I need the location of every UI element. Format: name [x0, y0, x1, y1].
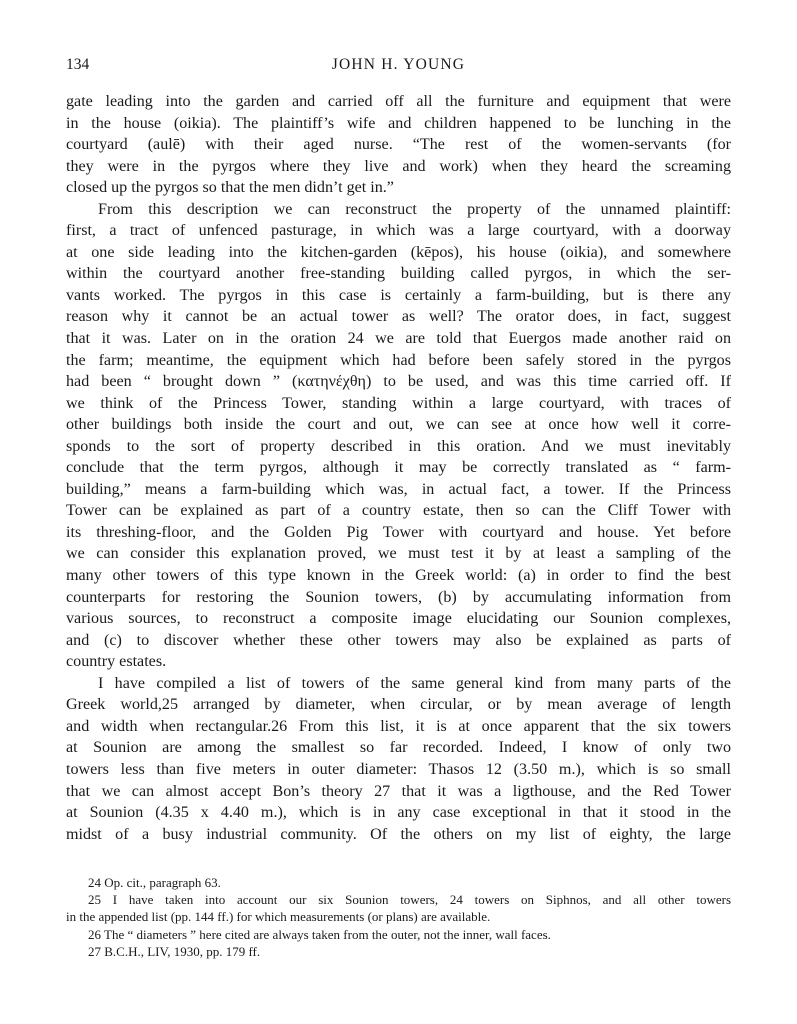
text-line: that it was. Later on in the oration 24 we are told that Euergos made another raid on [66, 330, 731, 348]
text-line: Greek world,25 arranged by diameter, when circular, or by mean average of length [66, 696, 731, 714]
text-line: at one side leading into the kitchen-garden (kēpos), his house (oikia), and somewhere [66, 243, 731, 261]
text-line: had been “ brought down ” (κατηνέχθη) to be used, and was this time carried off. If [66, 373, 731, 391]
text-line: midst of a busy industrial community. Of the others on my list of eighty, the large [66, 825, 731, 843]
footnote: 26 The “ diameters ” here cited are always taken from the outer, not the inner, wall faces. [88, 926, 551, 942]
text-line: the farm; meantime, the equipment which had before been safely stored in the pyrgos [66, 351, 731, 369]
text-line: we think of the Princess Tower, standing within a large courtyard, with traces of [66, 394, 731, 412]
text-line: first, a tract of unfenced pasturage, in which was a large courtyard, with a doorway [66, 222, 731, 240]
running-head: JOHN H. YOUNG [331, 56, 466, 73]
text-line: gate leading into the garden and carried off all the furniture and equipment that were [66, 93, 731, 110]
text-line: that we can almost accept Bon’s theory 27 that it was a ligthouse, and the Red Tower [66, 782, 731, 800]
text-line: towers less than five meters in outer diameter: Thasos 12 (3.50 m.), which is so small [66, 760, 731, 778]
footnote: 25 I have taken into account our six Sounion towers, 24 towers on Siphnos, and all other towers [88, 892, 731, 908]
text-line: reason why it cannot be an actual tower as well? The orator does, in fact, suggest [66, 308, 731, 326]
text-line: closed up the pyrgos so that the men didn’t get in.” [66, 179, 394, 197]
text-line: within the courtyard another free-standing building called pyrgos, in which the ser- [66, 265, 731, 283]
text-line: counterparts for restoring the Sounion towers, (b) by accumulating information from [66, 588, 731, 606]
text-line: we can consider this explanation proved, we must test it by at least a sampling of the [66, 545, 731, 563]
text-line: building,” means a farm-building which was, in actual fact, a tower. If the Princess [66, 480, 731, 498]
text-line: other buildings both inside the court and out, we can see at once how well it corre- [66, 416, 731, 434]
text-line: in the house (oikia). The plaintiff’s wife and children happened to be lunching in the [66, 114, 731, 132]
text-line: they were in the pyrgos where they live and work) when they heard the screaming [66, 157, 731, 175]
text-line: various sources, to reconstruct a composite image elucidating our Sounion complexes, [66, 610, 731, 628]
text-line: vants worked. The pyrgos in this case is certainly a farm-building, but is there any [66, 286, 731, 304]
text-line: courtyard (aulē) with their aged nurse. “The rest of the women-servants (for [66, 136, 731, 154]
text-line: conclude that the term pyrgos, although it may be correctly translated as “ farm- [66, 459, 731, 477]
text-line: From this description we can reconstruct the property of the unnamed plaintiff: [98, 200, 731, 218]
page-number: 134 [66, 56, 90, 73]
text-line: at Sounion (4.35 x 4.40 m.), which is in any case exceptional in that it stood in the [66, 804, 731, 822]
text-line: at Sounion are among the smallest so far recorded. Indeed, I know of only two [66, 739, 731, 757]
footnote: in the appended list (pp. 144 ff.) for which measurements (or plans) are available. [66, 909, 491, 925]
text-line: I have compiled a list of towers of the same general kind from many parts of the [98, 674, 731, 692]
body-text [66, 91, 731, 845]
text-line: Tower can be explained as part of a country estate, then so can the Cliff Tower with [66, 502, 731, 520]
text-line: country estates. [66, 653, 167, 671]
text-line: and width when rectangular.26 From this list, it is at once apparent that the six towers [66, 717, 731, 735]
text-line: and (c) to discover whether these other towers may also be explained as parts of [66, 631, 731, 649]
page-header [66, 56, 731, 80]
text-line: its threshing-floor, and the Golden Pig Tower with courtyard and house. Yet before [66, 523, 731, 541]
footnote: 27 B.C.H., LIV, 1930, pp. 179 ff. [88, 943, 261, 959]
text-line: sponds to the sort of property described in this oration. And we must inevitably [66, 437, 731, 455]
text-line: many other towers of this type known in the Greek world: (a) in order to find the best [66, 567, 731, 585]
footnotes [66, 874, 731, 960]
footnote: 24 Op. cit., paragraph 63. [88, 875, 221, 890]
